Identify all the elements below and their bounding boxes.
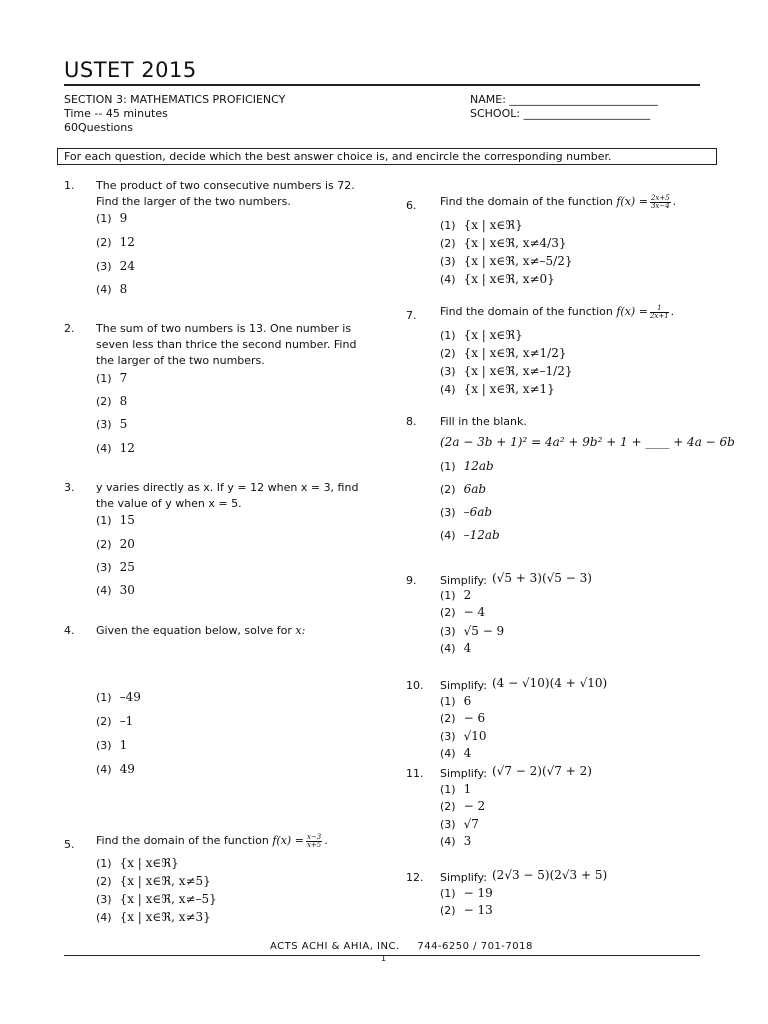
option-value: 20 bbox=[119, 537, 135, 551]
answer-option[interactable] bbox=[440, 782, 471, 796]
option-label: (4) bbox=[440, 835, 456, 848]
page-title: USTET 2015 bbox=[64, 58, 197, 82]
expression: (2√3 − 5)(2√3 + 5) bbox=[492, 868, 608, 882]
option-label: (2) bbox=[440, 606, 456, 619]
option-label: (4) bbox=[440, 747, 456, 760]
answer-option[interactable] bbox=[96, 417, 127, 431]
question-text: Simplify: bbox=[440, 574, 487, 587]
option-value: –6ab bbox=[463, 505, 493, 519]
question-text: Find the larger of the two numbers. bbox=[96, 195, 291, 208]
option-value: 12 bbox=[119, 441, 135, 455]
question-number: 5. bbox=[64, 838, 75, 851]
answer-option[interactable] bbox=[440, 505, 492, 519]
option-value: {x | x∈ℜ, x≠–5/2} bbox=[463, 254, 573, 268]
question-text: Find the domain of the function f(x) = $\frac{2x+5}{3x-4}$ . bbox=[440, 193, 677, 210]
answer-option[interactable] bbox=[96, 282, 127, 296]
answer-option[interactable] bbox=[440, 272, 555, 286]
option-value: 15 bbox=[119, 513, 135, 527]
option-label: (2) bbox=[440, 347, 456, 360]
answer-option[interactable] bbox=[96, 856, 179, 870]
question-number: 7. bbox=[406, 309, 417, 322]
option-label: (3) bbox=[96, 418, 112, 431]
option-label: (4) bbox=[96, 283, 112, 296]
fraction: $\frac{x-3}{x+5}$ bbox=[306, 832, 322, 849]
answer-option[interactable] bbox=[96, 583, 135, 597]
option-label: (3) bbox=[440, 255, 456, 268]
answer-option[interactable] bbox=[440, 346, 566, 360]
footer bbox=[270, 941, 533, 952]
answer-option[interactable] bbox=[440, 834, 471, 848]
option-label: (2) bbox=[96, 395, 112, 408]
answer-option[interactable] bbox=[440, 364, 572, 378]
option-label: (2) bbox=[440, 483, 456, 496]
answer-option[interactable] bbox=[440, 588, 471, 602]
answer-option[interactable] bbox=[96, 874, 211, 888]
question-number: 4. bbox=[64, 624, 75, 637]
option-value: 2 bbox=[463, 588, 472, 602]
option-label: (3) bbox=[96, 893, 112, 906]
option-value: √5 − 9 bbox=[463, 624, 505, 638]
option-value: 1 bbox=[463, 782, 472, 796]
answer-option[interactable] bbox=[96, 259, 135, 273]
option-value: {x | x∈ℜ, x≠5} bbox=[119, 874, 211, 888]
option-value: − 19 bbox=[463, 886, 493, 900]
option-value: {x | x∈ℜ, x≠3} bbox=[119, 910, 211, 924]
option-value: 7 bbox=[119, 371, 128, 385]
answer-option[interactable] bbox=[96, 738, 127, 752]
option-label: (2) bbox=[440, 237, 456, 250]
option-value: 6ab bbox=[463, 482, 487, 496]
question-text: Simplify: bbox=[440, 679, 487, 692]
answer-option[interactable] bbox=[440, 817, 479, 831]
option-value: 49 bbox=[119, 762, 135, 776]
answer-option[interactable] bbox=[96, 394, 127, 408]
question-text: the value of y when x = 5. bbox=[96, 497, 242, 510]
option-value: − 13 bbox=[463, 903, 493, 917]
question-text: Find the domain of the function f(x) = $\frac{x-3}{x+5}$ . bbox=[96, 832, 328, 849]
answer-option[interactable] bbox=[440, 694, 471, 708]
option-value: − 2 bbox=[463, 799, 486, 813]
answer-option[interactable] bbox=[440, 799, 485, 813]
option-value: {x | x∈ℜ, x≠–5} bbox=[119, 892, 217, 906]
option-label: (4) bbox=[96, 763, 112, 776]
answer-option[interactable] bbox=[440, 218, 523, 232]
title-rule bbox=[64, 84, 700, 86]
answer-option[interactable] bbox=[96, 235, 135, 249]
question-number: 1. bbox=[64, 179, 75, 192]
question-number: 6. bbox=[406, 199, 417, 212]
question-number: 2. bbox=[64, 322, 75, 335]
option-value: –12ab bbox=[463, 528, 500, 542]
option-label: (1) bbox=[440, 460, 456, 473]
answer-option[interactable] bbox=[96, 371, 127, 385]
option-label: (3) bbox=[96, 561, 112, 574]
option-value: {x | x∈ℜ, x≠1} bbox=[463, 382, 555, 396]
option-label: (4) bbox=[96, 911, 112, 924]
option-value: − 6 bbox=[463, 711, 486, 725]
answer-option[interactable] bbox=[440, 236, 566, 250]
option-value: 8 bbox=[119, 394, 128, 408]
option-value: − 4 bbox=[463, 605, 486, 619]
option-label: (1) bbox=[440, 329, 456, 342]
option-label: (2) bbox=[96, 875, 112, 888]
option-label: (2) bbox=[96, 538, 112, 551]
option-label: (2) bbox=[440, 800, 456, 813]
answer-option[interactable] bbox=[440, 459, 494, 473]
answer-option[interactable] bbox=[440, 746, 471, 760]
option-label: (1) bbox=[96, 372, 112, 385]
answer-option[interactable] bbox=[96, 211, 127, 225]
question-text: Simplify: bbox=[440, 767, 487, 780]
option-value: 8 bbox=[119, 282, 128, 296]
option-label: (3) bbox=[96, 260, 112, 273]
option-label: (4) bbox=[440, 273, 456, 286]
option-value: 12 bbox=[119, 235, 135, 249]
answer-option[interactable] bbox=[96, 441, 135, 455]
question-number: 11. bbox=[406, 767, 424, 780]
option-value: {x | x∈ℜ} bbox=[463, 328, 523, 342]
option-value: 6 bbox=[463, 694, 472, 708]
question-text: Simplify: bbox=[440, 871, 487, 884]
option-label: (3) bbox=[440, 818, 456, 831]
fraction: $\frac{1}{2x+1}$ bbox=[649, 303, 669, 320]
question-number: 10. bbox=[406, 679, 424, 692]
answer-option[interactable] bbox=[440, 711, 485, 725]
option-value: {x | x∈ℜ, x≠4/3} bbox=[463, 236, 567, 250]
option-label: (1) bbox=[440, 695, 456, 708]
answer-option[interactable] bbox=[440, 605, 485, 619]
option-value: √10 bbox=[463, 729, 487, 743]
question-text: Given the equation below, solve for x: bbox=[96, 624, 306, 637]
answer-option[interactable] bbox=[96, 513, 135, 527]
question-text: the larger of the two numbers. bbox=[96, 354, 265, 367]
option-value: √7 bbox=[463, 817, 479, 831]
footer-phones: 744-6250 / 701-7018 bbox=[417, 941, 533, 952]
question-number: 8. bbox=[406, 415, 417, 428]
equation: (2a − 3b + 1)² = 4a² + 9b² + 1 + ____ + 4a − 6b bbox=[440, 435, 735, 449]
expression: (4 − √10)(4 + √10) bbox=[492, 676, 608, 690]
page-number: 1 bbox=[381, 954, 387, 963]
answer-option[interactable] bbox=[440, 254, 572, 268]
option-label: (3) bbox=[440, 365, 456, 378]
answer-option[interactable] bbox=[440, 482, 486, 496]
question-text: Find the domain of the function f(x) = $\frac{1}{2x+1}$ . bbox=[440, 303, 675, 320]
name-field: NAME: ___________________________ bbox=[470, 93, 658, 106]
answer-option[interactable] bbox=[440, 903, 493, 917]
option-value: 3 bbox=[463, 834, 472, 848]
option-value: 9 bbox=[119, 211, 128, 225]
footer-company: ACTS ACHI & AHIA, INC. bbox=[270, 941, 400, 952]
question-number: 3. bbox=[64, 481, 75, 494]
option-label: (2) bbox=[96, 715, 112, 728]
question-text: Fill in the blank. bbox=[440, 415, 527, 428]
option-value: 24 bbox=[119, 259, 135, 273]
answer-option[interactable] bbox=[96, 910, 211, 924]
option-value: 30 bbox=[119, 583, 135, 597]
answer-option[interactable] bbox=[96, 560, 135, 574]
option-value: –1 bbox=[119, 714, 134, 728]
option-value: {x | x∈ℜ} bbox=[119, 856, 179, 870]
option-value: 1 bbox=[119, 738, 128, 752]
option-label: (1) bbox=[96, 691, 112, 704]
option-value: 25 bbox=[119, 560, 135, 574]
answer-option[interactable] bbox=[440, 886, 493, 900]
question-count: 60Questions bbox=[64, 121, 133, 134]
option-label: (2) bbox=[440, 904, 456, 917]
question-text: The product of two consecutive numbers is 72. bbox=[96, 179, 355, 192]
option-value: 12ab bbox=[463, 459, 494, 473]
option-label: (4) bbox=[96, 442, 112, 455]
option-label: (1) bbox=[96, 212, 112, 225]
option-label: (1) bbox=[96, 514, 112, 527]
question-text: seven less than thrice the second number. Find bbox=[96, 338, 357, 351]
option-value: {x | x∈ℜ, x≠1/2} bbox=[463, 346, 567, 360]
option-value: 4 bbox=[463, 641, 472, 655]
answer-option[interactable] bbox=[96, 762, 135, 776]
option-value: 4 bbox=[463, 746, 472, 760]
option-label: (4) bbox=[440, 529, 456, 542]
question-number: 12. bbox=[406, 871, 424, 884]
answer-option[interactable] bbox=[440, 528, 500, 542]
option-label: (4) bbox=[96, 584, 112, 597]
option-label: (3) bbox=[440, 506, 456, 519]
answer-option[interactable] bbox=[96, 690, 141, 704]
answer-option[interactable] bbox=[440, 382, 555, 396]
option-label: (1) bbox=[440, 219, 456, 232]
instructions-box: For each question, decide which the best answer choice is, and encircle the corresponding number. bbox=[57, 148, 717, 165]
answer-option[interactable] bbox=[440, 624, 504, 638]
answer-option[interactable] bbox=[440, 641, 471, 655]
option-value: {x | x∈ℜ, x≠–1/2} bbox=[463, 364, 573, 378]
school-field: SCHOOL: _______________________ bbox=[470, 107, 651, 120]
option-label: (4) bbox=[440, 642, 456, 655]
option-label: (2) bbox=[96, 236, 112, 249]
option-label: (3) bbox=[96, 739, 112, 752]
expression: (√5 + 3)(√5 − 3) bbox=[492, 571, 592, 585]
answer-option[interactable] bbox=[96, 892, 217, 906]
answer-option[interactable] bbox=[96, 714, 133, 728]
option-label: (1) bbox=[96, 857, 112, 870]
question-text: y varies directly as x. If y = 12 when x = 3, find bbox=[96, 481, 359, 494]
option-label: (3) bbox=[440, 625, 456, 638]
option-value: {x | x∈ℜ} bbox=[463, 218, 523, 232]
answer-option[interactable] bbox=[440, 729, 487, 743]
section-label: SECTION 3: MATHEMATICS PROFICIENCY bbox=[64, 93, 286, 106]
option-label: (3) bbox=[440, 730, 456, 743]
option-label: (4) bbox=[440, 383, 456, 396]
answer-option[interactable] bbox=[440, 328, 523, 342]
option-label: (1) bbox=[440, 589, 456, 602]
time-label: Time -- 45 minutes bbox=[64, 107, 168, 120]
option-label: (1) bbox=[440, 783, 456, 796]
question-text: The sum of two numbers is 13. One number is bbox=[96, 322, 352, 335]
fraction: $\frac{2x+5}{3x-4}$ bbox=[650, 193, 670, 210]
option-label: (1) bbox=[440, 887, 456, 900]
answer-option[interactable] bbox=[96, 537, 135, 551]
option-value: {x | x∈ℜ, x≠0} bbox=[463, 272, 555, 286]
question-number: 9. bbox=[406, 574, 417, 587]
expression: (√7 − 2)(√7 + 2) bbox=[492, 764, 592, 778]
option-value: 5 bbox=[119, 417, 128, 431]
option-value: –49 bbox=[119, 690, 141, 704]
option-label: (2) bbox=[440, 712, 456, 725]
